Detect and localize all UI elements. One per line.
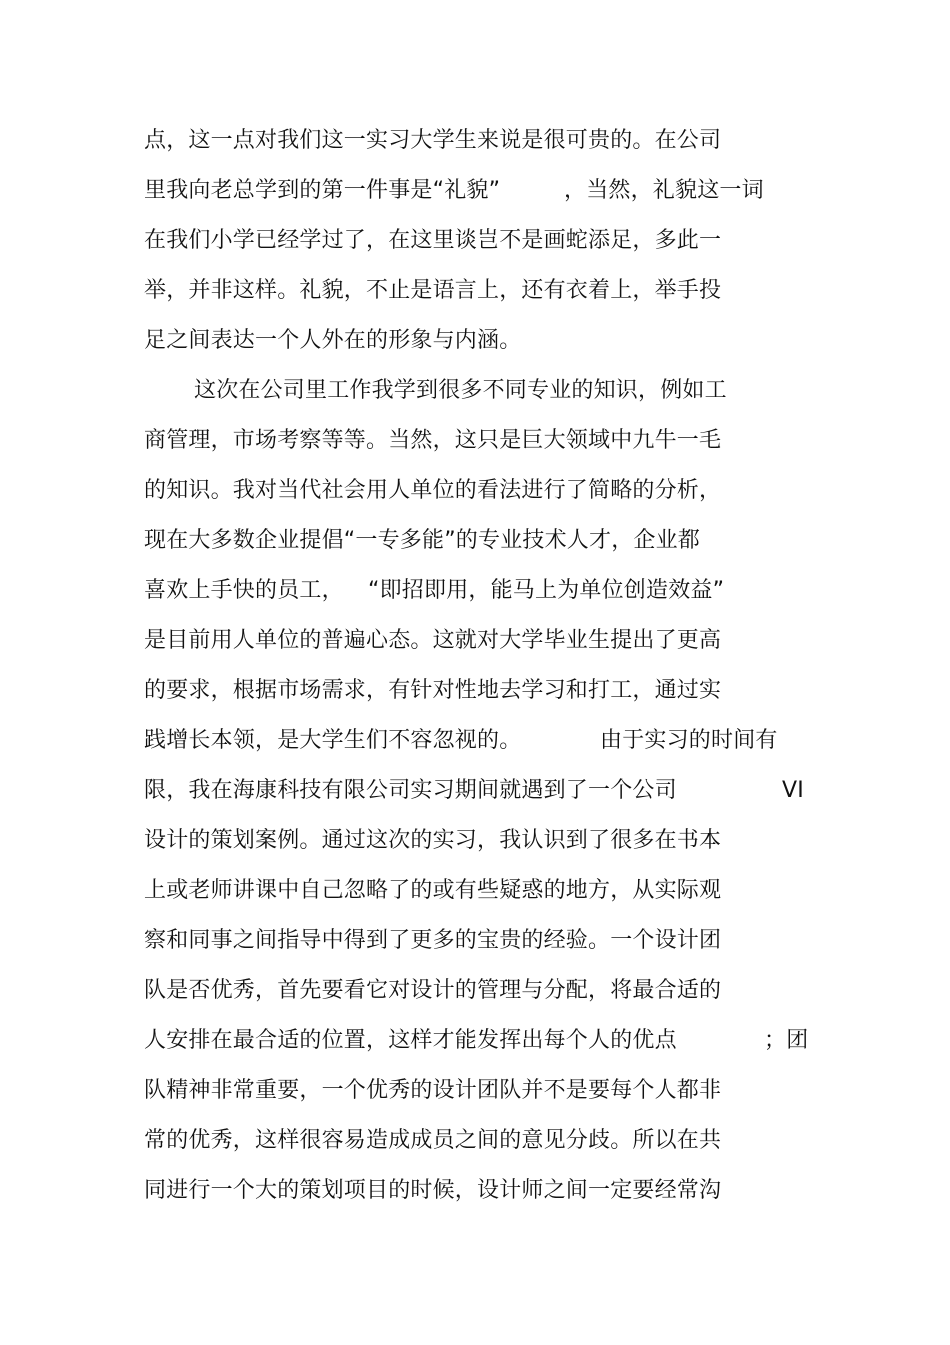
paragraph-first-line — [194, 374, 727, 408]
text-segment: ；团 — [764, 1028, 809, 1053]
text-line — [144, 224, 722, 258]
text-segment: 在我们小学已经学过了，在这里谈岂不是画蛇添足，多此一 — [144, 228, 722, 253]
text-segment: 里我向老总学到的第一件事是“礼貌” — [144, 178, 501, 203]
text-segment: 商管理，市场考察等等。当然，这只是巨大领域中九牛一毛 — [144, 428, 722, 453]
text-line — [144, 1124, 722, 1158]
text-line — [144, 1074, 722, 1108]
text-segment: 队是否优秀，首先要看它对设计的管理与分配，将最合适的 — [144, 978, 722, 1003]
text-line — [144, 774, 804, 808]
text-line — [144, 1024, 809, 1058]
text-segment: ，当然，礼貌这一词 — [564, 178, 764, 203]
text-line — [144, 324, 522, 358]
text-line — [144, 474, 722, 508]
text-line — [144, 424, 722, 458]
text-segment: “即招即用，能马上为单位创造效益” — [368, 578, 725, 603]
text-segment: 的知识。我对当代社会用人单位的看法进行了简略的分析， — [144, 478, 722, 503]
text-line — [144, 924, 722, 958]
text-segment: 这次在公司里工作我学到很多不同专业的知识，例如工 — [194, 378, 727, 403]
text-line — [144, 824, 722, 858]
text-segment: 设计的策划案例。通过这次的实习，我认识到了很多在书本 — [144, 828, 722, 853]
text-line — [144, 674, 722, 708]
text-segment: 喜欢上手快的员工， — [144, 578, 344, 603]
text-segment: 限，我在海康科技有限公司实习期间就遇到了一个公司 — [144, 778, 677, 803]
text-segment: 践增长本领，是大学生们不容忽视的。 — [144, 728, 522, 753]
text-segment: 的要求，根据市场需求，有针对性地去学习和打工，通过实 — [144, 678, 722, 703]
text-segment: 足之间表达一个人外在的形象与内涵。 — [144, 328, 522, 353]
text-segment: VI — [782, 778, 804, 803]
text-segment: 是目前用人单位的普遍心态。这就对大学毕业生提出了更高 — [144, 628, 722, 653]
text-line — [144, 874, 722, 908]
text-segment: 举，并非这样。礼貌，不止是语言上，还有衣着上，举手投 — [144, 278, 722, 303]
text-segment: 上或老师讲课中自己忽略了的或有些疑惑的地方，从实际观 — [144, 878, 722, 903]
text-segment: 人安排在最合适的位置，这样才能发挥出每个人的优点 — [144, 1028, 677, 1053]
text-line — [144, 274, 722, 308]
text-line — [144, 974, 722, 1008]
text-segment: 察和同事之间指导中得到了更多的宝贵的经验。一个设计团 — [144, 928, 722, 953]
text-line — [144, 724, 778, 758]
text-line — [144, 574, 725, 608]
text-segment: 队精神非常重要，一个优秀的设计团队并不是要每个人都非 — [144, 1078, 722, 1103]
text-segment: 同进行一个大的策划项目的时候，设计师之间一定要经常沟 — [144, 1178, 722, 1203]
text-line — [144, 1174, 722, 1208]
text-segment: 常的优秀，这样很容易造成成员之间的意见分歧。所以在共 — [144, 1128, 722, 1153]
text-segment: 点，这一点对我们这一实习大学生来说是很可贵的。在公司 — [144, 128, 722, 153]
text-line — [144, 624, 722, 658]
text-segment: 由于实习的时间有 — [600, 728, 778, 753]
text-segment: 现在大多数企业提倡“一专多能”的专业技术人才，企业都 — [144, 528, 700, 553]
text-line — [144, 124, 722, 158]
text-line — [144, 174, 764, 208]
text-line — [144, 524, 700, 558]
